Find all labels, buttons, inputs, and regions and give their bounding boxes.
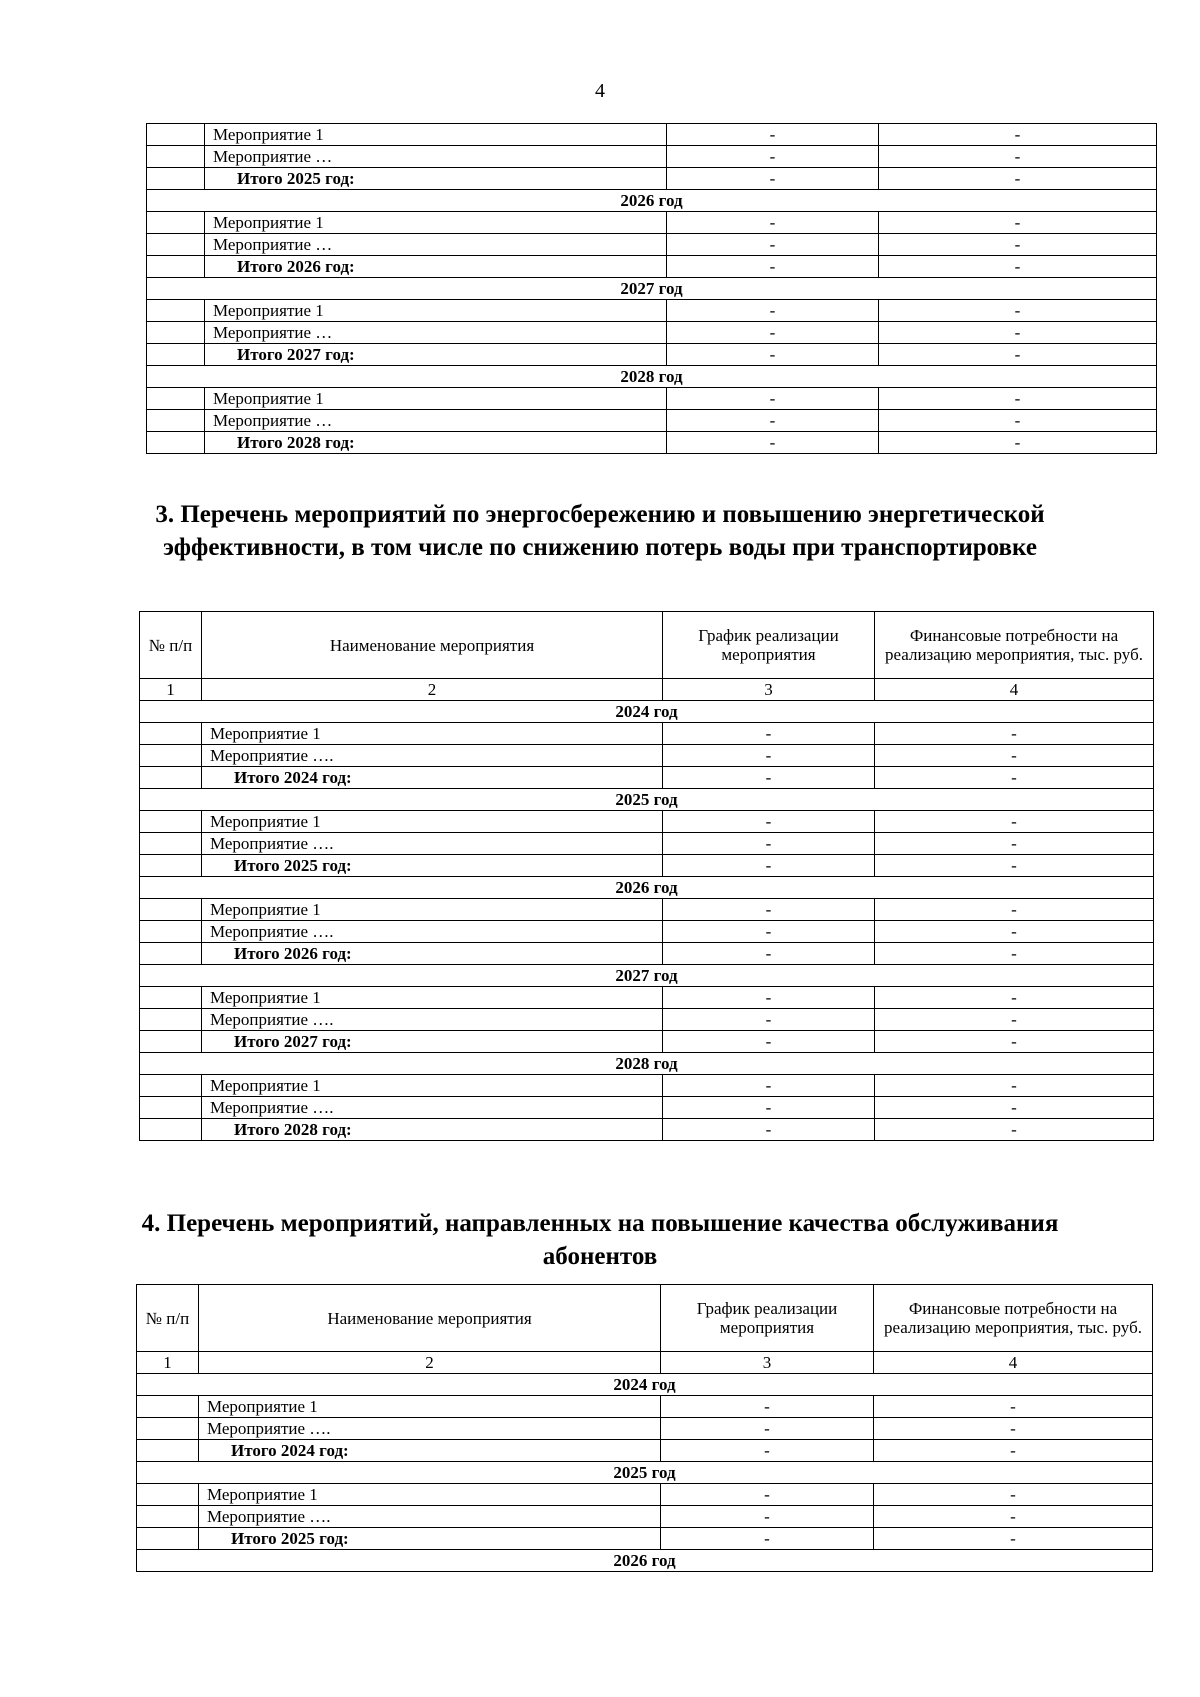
schedule-value: - <box>663 1009 875 1031</box>
section-4-table-body <box>137 1285 1153 1572</box>
total-row <box>147 256 1157 278</box>
table-header-row <box>140 612 1154 679</box>
measure-name: Мероприятие …. <box>199 1418 661 1440</box>
schedule-value: - <box>663 987 875 1009</box>
cost-value: - <box>874 1440 1153 1462</box>
row-number-cell <box>140 921 202 943</box>
table-row <box>140 1097 1154 1119</box>
schedule-value: - <box>667 432 879 454</box>
section-4-table <box>136 1284 1153 1572</box>
cost-value: - <box>879 124 1157 146</box>
row-number-cell <box>147 300 205 322</box>
table-row <box>137 1506 1153 1528</box>
cost-value: - <box>875 899 1154 921</box>
schedule-value: - <box>667 388 879 410</box>
schedule-value: - <box>661 1440 874 1462</box>
measure-name: Мероприятие …. <box>202 833 663 855</box>
cost-value: - <box>874 1484 1153 1506</box>
schedule-value: - <box>663 855 875 877</box>
schedule-value: - <box>663 1097 875 1119</box>
column-number: 2 <box>199 1352 661 1374</box>
row-number-cell <box>147 124 205 146</box>
schedule-value: - <box>661 1484 874 1506</box>
row-number-cell <box>140 1031 202 1053</box>
top-table <box>146 123 1157 454</box>
table-row <box>137 1484 1153 1506</box>
row-number-cell <box>147 322 205 344</box>
measure-name: Мероприятие 1 <box>202 1075 663 1097</box>
total-label: Итого 2026 год: <box>205 256 667 278</box>
cost-value: - <box>874 1418 1153 1440</box>
schedule-value: - <box>663 921 875 943</box>
table-row <box>147 300 1157 322</box>
row-number-cell <box>140 1119 202 1141</box>
measure-name: Мероприятие 1 <box>202 811 663 833</box>
total-row <box>140 943 1154 965</box>
measure-name: Мероприятие …. <box>199 1506 661 1528</box>
total-label: Итого 2027 год: <box>205 344 667 366</box>
year-row <box>147 366 1157 388</box>
row-number-cell <box>147 388 205 410</box>
column-number: 4 <box>875 679 1154 701</box>
cost-value: - <box>879 256 1157 278</box>
year-label: 2028 год <box>140 1053 1154 1075</box>
measure-name: Мероприятие 1 <box>202 723 663 745</box>
table-row <box>140 1009 1154 1031</box>
total-label: Итого 2026 год: <box>202 943 663 965</box>
total-label: Итого 2024 год: <box>199 1440 661 1462</box>
section-3-table <box>139 611 1154 1141</box>
total-label: Итого 2028 год: <box>205 432 667 454</box>
total-label: Итого 2025 год: <box>199 1528 661 1550</box>
cost-value: - <box>875 723 1154 745</box>
cost-value: - <box>875 1075 1154 1097</box>
top-table-body <box>147 124 1157 454</box>
row-number-cell <box>140 1009 202 1031</box>
cost-value: - <box>875 1031 1154 1053</box>
cost-value: - <box>875 1009 1154 1031</box>
schedule-value: - <box>667 300 879 322</box>
row-number-cell <box>140 987 202 1009</box>
year-label: 2026 год <box>137 1550 1153 1572</box>
total-label: Итого 2028 год: <box>202 1119 663 1141</box>
schedule-value: - <box>667 124 879 146</box>
row-number-cell <box>140 899 202 921</box>
row-number-cell <box>137 1440 199 1462</box>
total-label: Итого 2025 год: <box>205 168 667 190</box>
column-number: 3 <box>661 1352 874 1374</box>
row-number-cell <box>147 344 205 366</box>
section-4-title: 4. Перечень мероприятий, направленных на повышение качества обслуживания абонентов <box>141 1210 1059 1270</box>
row-number-cell <box>147 234 205 256</box>
measure-name: Мероприятие 1 <box>199 1396 661 1418</box>
schedule-value: - <box>663 943 875 965</box>
year-row <box>140 1053 1154 1075</box>
column-number-row <box>140 679 1154 701</box>
total-row <box>140 855 1154 877</box>
row-number-cell <box>140 943 202 965</box>
schedule-value: - <box>667 344 879 366</box>
year-row <box>140 877 1154 899</box>
schedule-value: - <box>667 212 879 234</box>
measure-name: Мероприятие …. <box>202 1009 663 1031</box>
table-row <box>140 723 1154 745</box>
cost-value: - <box>875 921 1154 943</box>
table-row <box>140 987 1154 1009</box>
schedule-value: - <box>663 811 875 833</box>
year-row <box>140 789 1154 811</box>
cost-value: - <box>874 1528 1153 1550</box>
column-number: 3 <box>663 679 875 701</box>
row-number-cell <box>147 256 205 278</box>
row-number-cell <box>140 745 202 767</box>
measure-name: Мероприятие 1 <box>202 987 663 1009</box>
measure-name: Мероприятие 1 <box>205 124 667 146</box>
measure-name: Мероприятие …. <box>202 921 663 943</box>
row-number-cell <box>147 168 205 190</box>
name-header: Наименование мероприятия <box>202 612 663 679</box>
cost-header: Финансовые потребности на реализацию мероприятия, тыс. руб. <box>875 612 1154 679</box>
total-row <box>147 168 1157 190</box>
section-3-title: 3. Перечень мероприятий по энергосбережению и повышению энергетической эффективности, в том числе по снижению потерь воды при транспортировке <box>155 501 1045 561</box>
year-label: 2027 год <box>147 278 1157 300</box>
measure-name: Мероприятие … <box>205 410 667 432</box>
row-number-cell <box>140 1097 202 1119</box>
schedule-value: - <box>663 723 875 745</box>
measure-name: Мероприятие 1 <box>205 388 667 410</box>
row-number-cell <box>147 410 205 432</box>
cost-value: - <box>874 1396 1153 1418</box>
schedule-value: - <box>663 899 875 921</box>
cost-value: - <box>875 855 1154 877</box>
row-number-cell <box>140 767 202 789</box>
schedule-value: - <box>663 1119 875 1141</box>
schedule-value: - <box>661 1418 874 1440</box>
schedule-value: - <box>663 1031 875 1053</box>
cost-header: Финансовые потребности на реализацию мероприятия, тыс. руб. <box>874 1285 1153 1352</box>
row-number-cell <box>140 811 202 833</box>
cost-value: - <box>874 1506 1153 1528</box>
page-number: 4 <box>595 80 605 102</box>
schedule-value: - <box>661 1528 874 1550</box>
total-label: Итого 2025 год: <box>202 855 663 877</box>
table-row <box>140 921 1154 943</box>
year-row <box>137 1550 1153 1572</box>
cost-value: - <box>875 1097 1154 1119</box>
measure-name: Мероприятие 1 <box>202 899 663 921</box>
table-row <box>140 1075 1154 1097</box>
measure-name: Мероприятие … <box>205 146 667 168</box>
row-number-cell <box>137 1506 199 1528</box>
cost-value: - <box>879 322 1157 344</box>
table-row <box>147 146 1157 168</box>
cost-value: - <box>875 833 1154 855</box>
schedule-value: - <box>661 1396 874 1418</box>
row-number-cell <box>137 1396 199 1418</box>
year-row <box>147 190 1157 212</box>
section-3-table-body <box>140 612 1154 1141</box>
table-row <box>147 124 1157 146</box>
cost-value: - <box>875 811 1154 833</box>
cost-value: - <box>879 344 1157 366</box>
measure-name: Мероприятие 1 <box>199 1484 661 1506</box>
number-header: № п/п <box>140 612 202 679</box>
table-header-row <box>137 1285 1153 1352</box>
year-label: 2027 год <box>140 965 1154 987</box>
schedule-value: - <box>667 168 879 190</box>
schedule-value: - <box>667 322 879 344</box>
column-number: 4 <box>874 1352 1153 1374</box>
cost-value: - <box>879 432 1157 454</box>
row-number-cell <box>137 1528 199 1550</box>
year-label: 2026 год <box>147 190 1157 212</box>
year-label: 2025 год <box>140 789 1154 811</box>
cost-value: - <box>879 212 1157 234</box>
total-row <box>137 1440 1153 1462</box>
row-number-cell <box>137 1418 199 1440</box>
schedule-value: - <box>667 146 879 168</box>
cost-value: - <box>879 388 1157 410</box>
schedule-value: - <box>667 410 879 432</box>
measure-name: Мероприятие … <box>205 234 667 256</box>
column-number: 1 <box>140 679 202 701</box>
cost-value: - <box>879 410 1157 432</box>
column-number: 1 <box>137 1352 199 1374</box>
table-row <box>147 212 1157 234</box>
year-row <box>140 701 1154 723</box>
table-row <box>147 322 1157 344</box>
measure-name: Мероприятие 1 <box>205 212 667 234</box>
row-number-cell <box>147 432 205 454</box>
schedule-header: График реализации мероприятия <box>661 1285 874 1352</box>
year-label: 2025 год <box>137 1462 1153 1484</box>
year-label: 2024 год <box>140 701 1154 723</box>
year-row <box>137 1462 1153 1484</box>
schedule-value: - <box>661 1506 874 1528</box>
table-row <box>137 1418 1153 1440</box>
table-row <box>140 811 1154 833</box>
cost-value: - <box>875 987 1154 1009</box>
row-number-cell <box>137 1484 199 1506</box>
table-row <box>147 234 1157 256</box>
year-row <box>147 278 1157 300</box>
schedule-value: - <box>667 256 879 278</box>
cost-value: - <box>879 146 1157 168</box>
column-number: 2 <box>202 679 663 701</box>
schedule-value: - <box>663 745 875 767</box>
row-number-cell <box>140 833 202 855</box>
row-number-cell <box>140 1075 202 1097</box>
cost-value: - <box>875 1119 1154 1141</box>
total-row <box>137 1528 1153 1550</box>
year-label: 2026 год <box>140 877 1154 899</box>
year-label: 2028 год <box>147 366 1157 388</box>
schedule-value: - <box>667 234 879 256</box>
table-row <box>140 833 1154 855</box>
measure-name: Мероприятие … <box>205 322 667 344</box>
table-row <box>140 899 1154 921</box>
row-number-cell <box>147 212 205 234</box>
number-header: № п/п <box>137 1285 199 1352</box>
measure-name: Мероприятие …. <box>202 745 663 767</box>
measure-name: Мероприятие …. <box>202 1097 663 1119</box>
schedule-value: - <box>663 833 875 855</box>
schedule-header: График реализации мероприятия <box>663 612 875 679</box>
total-row <box>140 1119 1154 1141</box>
column-number-row <box>137 1352 1153 1374</box>
total-row <box>140 1031 1154 1053</box>
cost-value: - <box>879 234 1157 256</box>
name-header: Наименование мероприятия <box>199 1285 661 1352</box>
table-row <box>147 410 1157 432</box>
total-label: Итого 2024 год: <box>202 767 663 789</box>
total-row <box>147 344 1157 366</box>
cost-value: - <box>875 767 1154 789</box>
total-label: Итого 2027 год: <box>202 1031 663 1053</box>
total-row <box>140 767 1154 789</box>
cost-value: - <box>879 300 1157 322</box>
cost-value: - <box>875 745 1154 767</box>
row-number-cell <box>140 855 202 877</box>
row-number-cell <box>140 723 202 745</box>
year-row <box>140 965 1154 987</box>
cost-value: - <box>875 943 1154 965</box>
cost-value: - <box>879 168 1157 190</box>
year-row <box>137 1374 1153 1396</box>
table-row <box>140 745 1154 767</box>
table-row <box>137 1396 1153 1418</box>
table-row <box>147 388 1157 410</box>
row-number-cell <box>147 146 205 168</box>
year-label: 2024 год <box>137 1374 1153 1396</box>
schedule-value: - <box>663 1075 875 1097</box>
total-row <box>147 432 1157 454</box>
measure-name: Мероприятие 1 <box>205 300 667 322</box>
schedule-value: - <box>663 767 875 789</box>
